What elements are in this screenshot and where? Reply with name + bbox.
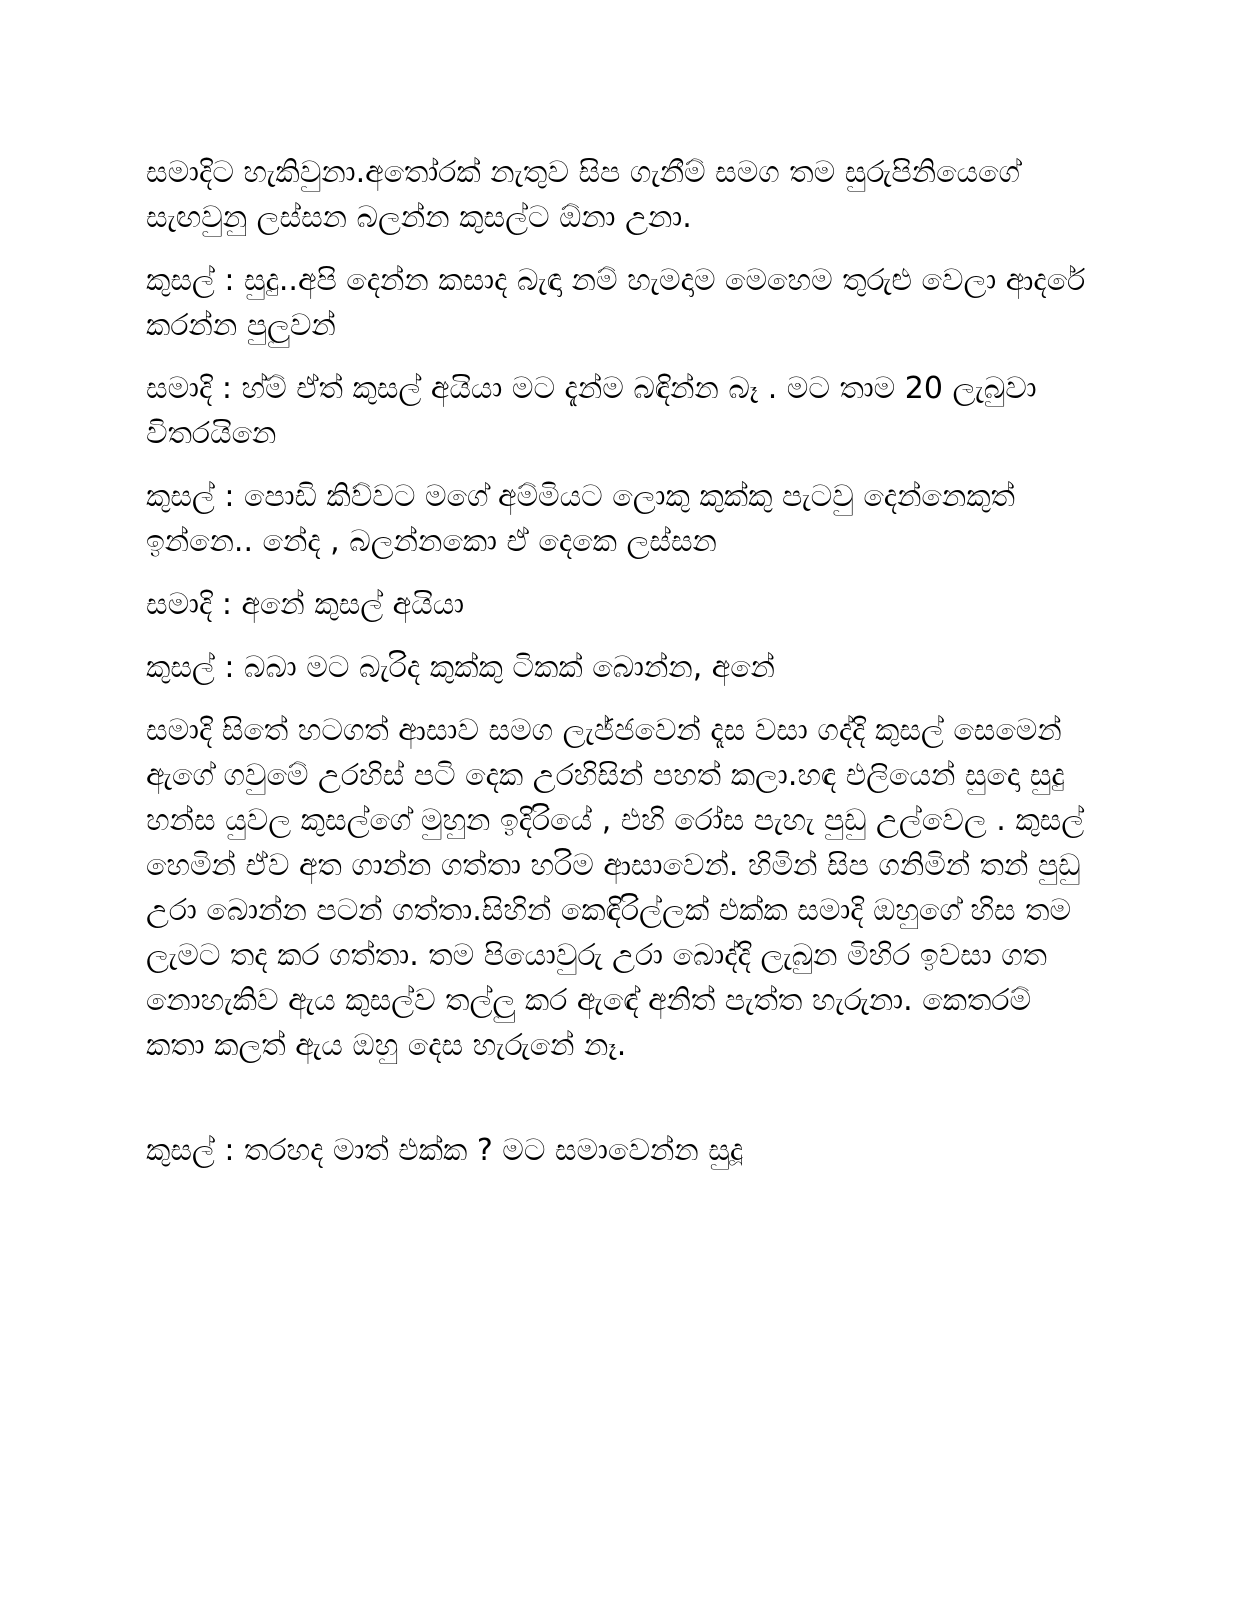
paragraph-1: සමාදිට හැකිවුනා.අතෝරක් නැතුව සිප ගැනීම් සමග තම සුරුපිනියෙගේ සැඟවුනු ලස්සන බලන්න කුසල්ට ඕනා උනා. <box>146 155 1020 235</box>
paragraph-7: සමාදි සිතේ හටගත් ආසාව සමග ලැජ්ජවෙන් දෑස වසා ගද්දි කුසල් සෙමෙන් ඇගේ ගවුමේ උරහිස් පටි දෙක උරහිසින් පහත් කලා.හඳ එලියෙන් සුදො සුදු හන්ස යුවල කුසල්ගේ මුහුන ඉදිරියේ , එහි රෝස පැහැ පුඩු උල්වෙල . කුසල් හෙමින් ඒව අත ගාන්න ගත්තා හරිම ආසාවෙන්. හිමින් සිප ගනිමින් තන් පුඩු උරා බොන්න පටන් ගත්තා.සිහින් කෙඳිරිල්ලක් එක්ක සමාදි ඔහුගේ හිස තම ලැමට තද කර ගත්තා. තම පියොවුරු උරා බොද්දි ලැබුන මිහිර ඉවසා ගත නොහැකිව ඇය කුසල්ව තල්ලු කර ඇඳේ අනිත් පැත්ත හැරුනා. කෙතරම් කතා කලත් ඇය ඔහු දෙස හැරුනේ නෑ. <box>146 713 1085 1063</box>
paragraph-6: කුසල් : බබා මට බැරිද කුක්කු ටිකක් බොන්න, අනේ <box>146 650 776 685</box>
paragraph-3: සමාදි : හ්ම් ඒත් කුසල් අයියා මට දැන්ම බඳින්න බෑ . මට තාම 20 ලැබුවා විතරයිනෙ <box>146 371 1037 451</box>
paragraph-4: කුසල් : පොඩි කිව්වට මගේ අම්මියට ලොකු කුක්කු පැටවු දෙන්නෙකුත් ඉන්නෙ.. නේද , බලන්නකො ඒ දෙකෙ ලස්සන <box>146 479 1015 559</box>
paragraph-8: කුසල් : තරහද මාත් එක්ක ? මට සමාවෙන්න සුදූ <box>146 1133 744 1168</box>
story-text <box>146 150 1086 1191</box>
paragraph-2: කුසල් : සුදු..අපි දෙන්න කසාද බැඳා නම් හැමදාම මෙහෙම තුරුළු වෙලා ආදරේ කරන්න පුලුවන් <box>146 263 1086 343</box>
paragraph-5: සමාදි : අනේ කුසල් අයියා <box>146 587 465 622</box>
